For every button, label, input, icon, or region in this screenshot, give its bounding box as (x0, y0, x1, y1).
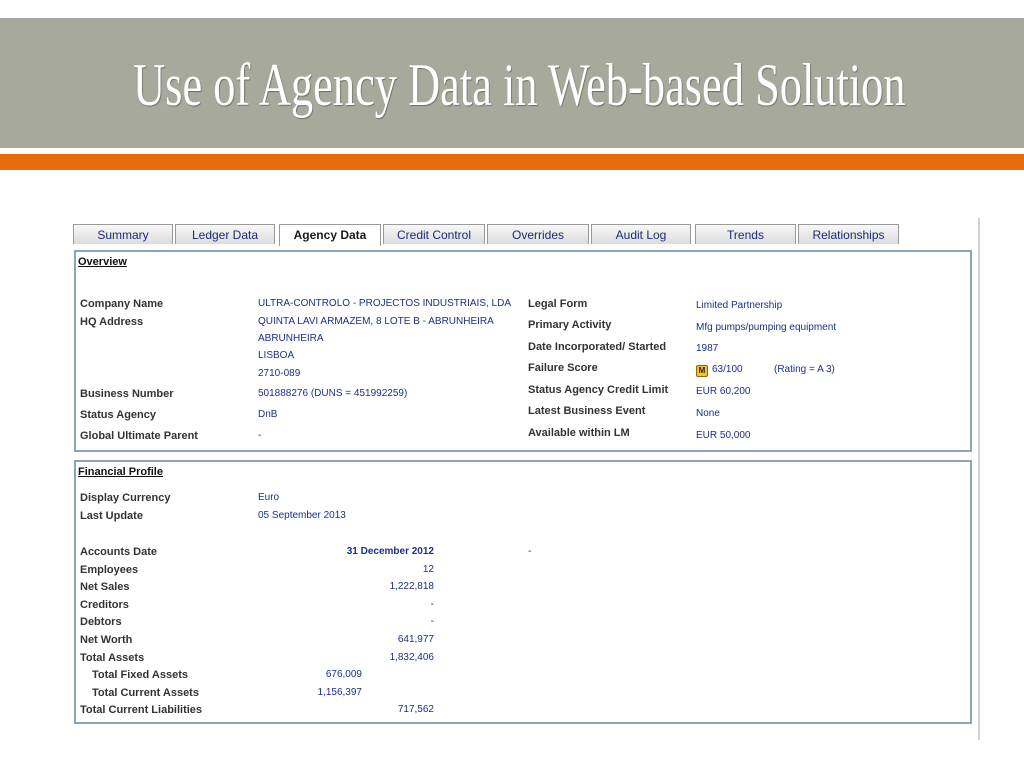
company-name-value: ULTRA-CONTROLO - PROJECTOS INDUSTRIAIS, LDA (258, 298, 511, 309)
total-assets-value: 1,832,406 (389, 652, 434, 663)
business-number-value: 501888276 (DUNS = 451992259) (258, 388, 408, 399)
hq-address-line-1: QUINTA LAVI ARMAZEM, 8 LOTE B - ABRUNHEIRA (258, 316, 494, 327)
accounts-date-value: 31 December 2012 (346, 546, 434, 557)
employees-label: Employees (80, 564, 139, 576)
tab-credit-control[interactable]: Credit Control (383, 224, 485, 244)
debtors-label: Debtors (80, 616, 122, 628)
date-incorporated-value: 1987 (696, 343, 719, 354)
business-number-label: Business Number (80, 388, 174, 400)
financial-profile-heading: Financial Profile (78, 466, 163, 478)
tab-agency-data[interactable]: Agency Data (279, 224, 381, 246)
hq-address-line-4: 2710-089 (258, 368, 301, 379)
last-update-label: Last Update (80, 510, 143, 522)
accent-bar (0, 154, 1024, 170)
total-current-liabilities-value: 717,562 (397, 704, 434, 715)
latest-event-value: None (696, 408, 720, 419)
primary-activity-value: Mfg pumps/pumping equipment (696, 322, 837, 333)
failure-score-rating: (Rating = A 3) (774, 364, 835, 375)
employees-value: 12 (422, 564, 434, 575)
status-agency-value: DnB (258, 409, 278, 420)
net-worth-value: 641,977 (397, 634, 434, 645)
net-sales-label: Net Sales (80, 581, 130, 593)
display-currency-label: Display Currency (80, 492, 171, 504)
debtors-value: - (430, 616, 434, 627)
tab-trends[interactable]: Trends (695, 224, 796, 244)
company-name-label: Company Name (80, 298, 164, 310)
tab-summary[interactable]: Summary (73, 224, 173, 244)
failure-score-value (696, 364, 743, 377)
creditors-label: Creditors (80, 599, 129, 611)
failure-score-number: 63/100 (712, 364, 743, 375)
creditors-value: - (430, 599, 434, 610)
total-current-assets-label: Total Current Assets (92, 687, 199, 699)
status-agency-label: Status Agency (80, 409, 157, 421)
legal-form-label: Legal Form (528, 298, 588, 310)
total-current-assets-value: 1,156,397 (317, 687, 362, 698)
overview-heading: Overview (78, 256, 127, 268)
score-badge-icon: M (696, 365, 708, 377)
total-fixed-assets-value: 676,009 (325, 669, 362, 680)
date-incorporated-label: Date Incorporated/ Started (528, 341, 667, 353)
display-currency-value: Euro (258, 492, 280, 503)
accounts-date-label: Accounts Date (80, 546, 158, 558)
total-fixed-assets-label: Total Fixed Assets (92, 669, 188, 681)
available-lm-label: Available within LM (528, 427, 630, 439)
tab-overrides[interactable]: Overrides (487, 224, 589, 244)
global-parent-label: Global Ultimate Parent (80, 430, 198, 442)
screenshot-edge (978, 218, 980, 740)
legal-form-value: Limited Partnership (696, 300, 783, 311)
financial-profile-panel (74, 460, 972, 724)
slide-title: Use of Agency Data in Web-based Solution (133, 52, 906, 118)
accounts-date-secondary: - (528, 546, 532, 557)
latest-event-label: Latest Business Event (528, 405, 646, 417)
failure-score-label: Failure Score (528, 362, 598, 374)
tab-relationships[interactable]: Relationships (798, 224, 899, 244)
last-update-value: 05 September 2013 (258, 510, 346, 521)
total-assets-label: Total Assets (80, 652, 145, 664)
tab-ledger-data[interactable]: Ledger Data (175, 224, 275, 244)
net-worth-label: Net Worth (80, 634, 133, 646)
overview-panel (74, 250, 972, 452)
tab-audit-log[interactable]: Audit Log (591, 224, 691, 244)
credit-limit-label: Status Agency Credit Limit (528, 384, 669, 396)
app-screenshot (68, 218, 980, 740)
primary-activity-label: Primary Activity (528, 319, 612, 331)
available-lm-value: EUR 50,000 (696, 430, 751, 441)
net-sales-value: 1,222,818 (389, 581, 434, 592)
total-current-liabilities-label: Total Current Liabilities (80, 704, 203, 716)
hq-address-line-3: LISBOA (258, 350, 295, 361)
hq-address-line-2: ABRUNHEIRA (258, 333, 324, 344)
credit-limit-value: EUR 60,200 (696, 386, 751, 397)
hq-address-label: HQ Address (80, 316, 144, 328)
global-parent-value: - (258, 430, 262, 441)
